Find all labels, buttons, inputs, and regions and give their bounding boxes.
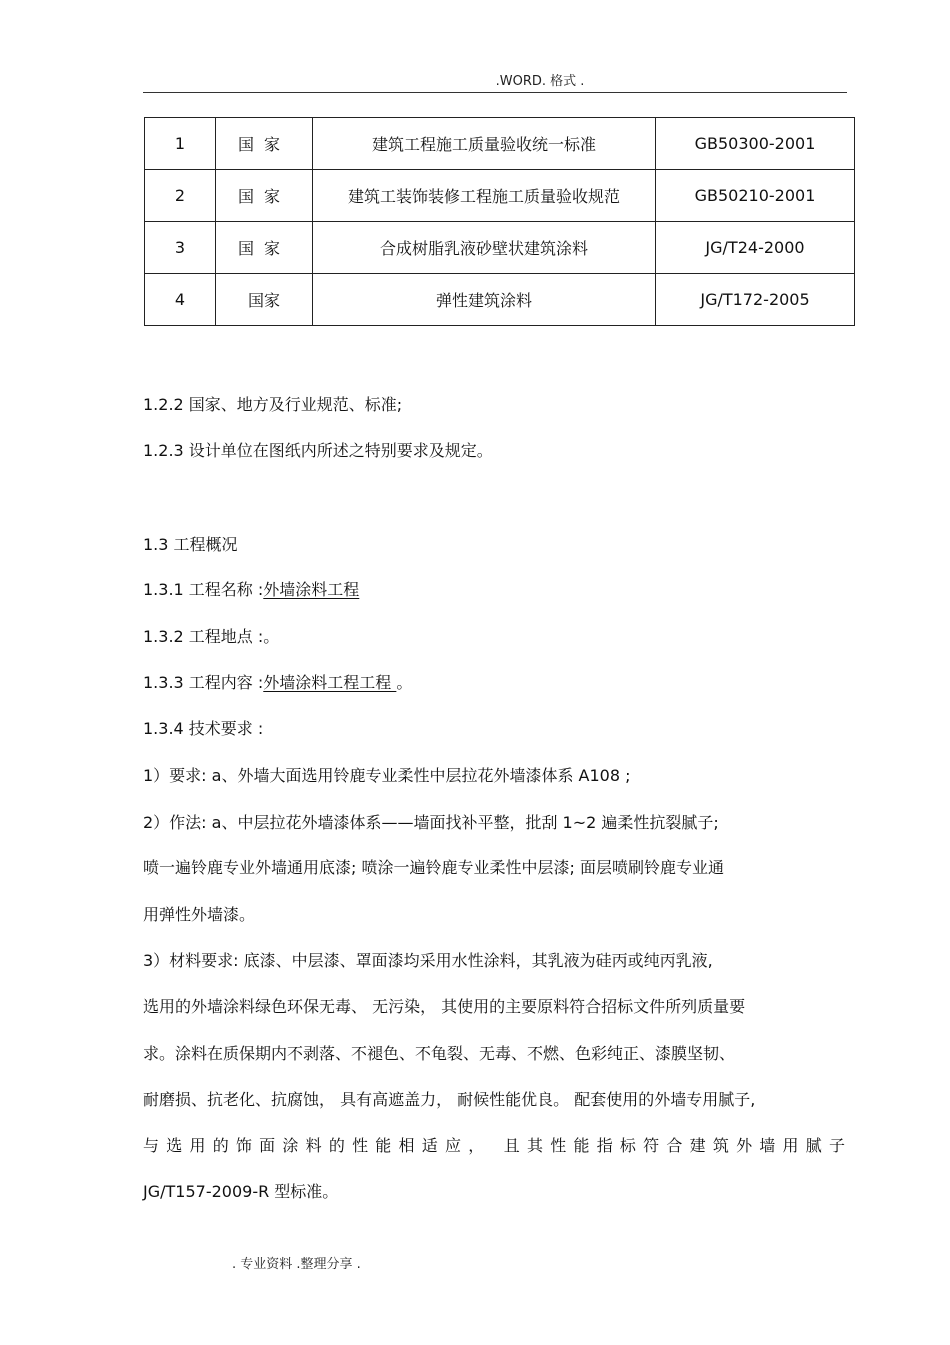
row-standard-name: 合成树脂乳液砂壁状建筑涂料	[313, 222, 656, 274]
table-row	[145, 274, 855, 326]
row-standard-code: GB50210-2001	[656, 170, 855, 222]
page-header: .WORD. 格式 .	[495, 74, 585, 89]
row-number: 1	[145, 118, 216, 170]
project-name-value: 外墙涂料工程	[263, 580, 360, 599]
clause-1-3-3	[143, 673, 412, 693]
row-standard-code: JG/T24-2000	[656, 222, 855, 274]
row-number: 3	[145, 222, 216, 274]
project-content-suffix: 。	[396, 673, 413, 692]
table-row	[145, 118, 855, 170]
row-standard-name: 弹性建筑涂料	[313, 274, 656, 326]
requirement-3: 3）材料要求: 底漆、中层漆、罩面漆均采用水性涂料，其乳液为硅丙或纯丙乳液,	[143, 951, 713, 970]
header-rule	[143, 92, 847, 93]
page-footer: . 专业资料 .整理分享 .	[232, 1257, 361, 1272]
clause-1-3-4: 1.3.4 技术要求 :	[143, 719, 264, 738]
requirement-3-line-6: JG/T157-2009-R 型标准。	[143, 1182, 339, 1201]
section-heading-1-3: 1.3 工程概况	[143, 535, 238, 554]
row-standard-name: 建筑工装饰装修工程施工质量验收规范	[313, 170, 656, 222]
table-row	[145, 170, 855, 222]
clause-1-2-2: 1.2.2 国家、地方及行业规范、标准;	[143, 395, 403, 414]
requirement-3-line-4: 耐磨损、抗老化、抗腐蚀， 具有高遮盖力， 耐候性能优良。 配套使用的外墙专用腻子,	[143, 1090, 756, 1109]
row-level: 国家	[216, 170, 313, 222]
requirement-3-line-5: 与选用的饰面涂料的性能相适应， 且其性能指标符合建筑外墙用腻子	[143, 1136, 847, 1155]
row-level: 国家	[216, 118, 313, 170]
project-content-value: 外墙涂料工程工程	[263, 673, 397, 692]
clause-1-3-1	[143, 580, 359, 600]
requirement-2-line-2: 喷一遍铃鹿专业外墙通用底漆; 喷涂一遍铃鹿专业柔性中层漆; 面层喷刷铃鹿专业通	[143, 858, 724, 877]
requirement-3-line-3: 求。涂料在质保期内不剥落、不褪色、不龟裂、无毒、不燃、色彩纯正、漆膜坚韧、	[143, 1044, 736, 1063]
project-name-label: 1.3.1 工程名称 :	[143, 580, 264, 599]
row-standard-code: GB50300-2001	[656, 118, 855, 170]
requirement-1: 1）要求: a、外墙大面选用铃鹿专业柔性中层拉花外墙漆体系 A108 ;	[143, 766, 631, 785]
project-content-label: 1.3.3 工程内容 :	[143, 673, 264, 692]
table-row	[145, 222, 855, 274]
row-standard-name: 建筑工程施工质量验收统一标准	[313, 118, 656, 170]
requirement-2-line-3: 用弹性外墙漆。	[143, 905, 256, 924]
row-level: 国家	[216, 274, 313, 326]
requirement-3-line-2: 选用的外墙涂料绿色环保无毒、 无污染， 其使用的主要原料符合招标文件所列质量要	[143, 997, 746, 1016]
requirement-2: 2）作法: a、中层拉花外墙漆体系——墙面找补平整，批刮 1~2 遍柔性抗裂腻子;	[143, 813, 719, 832]
standards-table	[144, 117, 855, 326]
row-level: 国家	[216, 222, 313, 274]
row-number: 2	[145, 170, 216, 222]
clause-1-2-3: 1.2.3 设计单位在图纸内所述之特别要求及规定。	[143, 441, 493, 460]
clause-1-3-2: 1.3.2 工程地点 :。	[143, 627, 280, 646]
row-standard-code: JG/T172-2005	[656, 274, 855, 326]
row-number: 4	[145, 274, 216, 326]
